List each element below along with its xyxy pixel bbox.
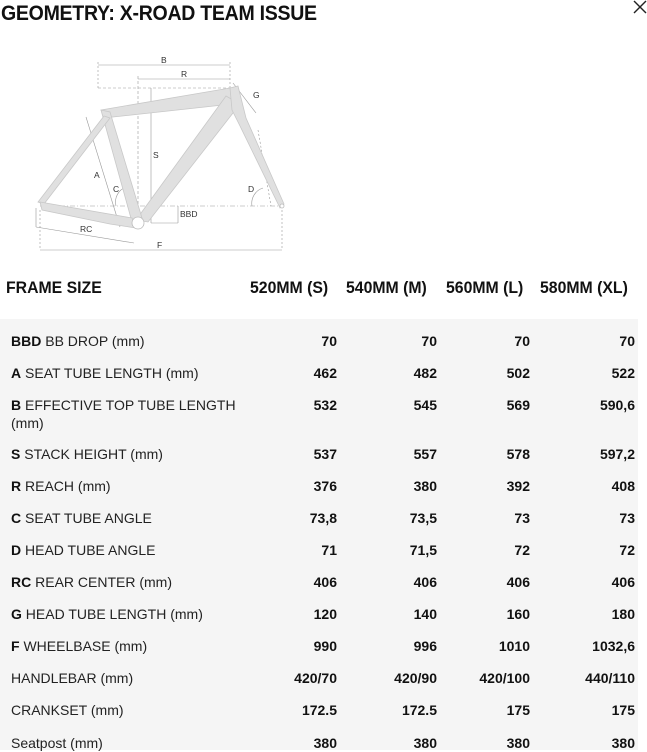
frame-size-header: FRAME SIZE	[6, 278, 102, 297]
row-code: BBD	[11, 333, 42, 349]
row-value: 70	[321, 333, 337, 349]
row-label	[11, 477, 241, 495]
row-label-text: REAR CENTER (mm)	[35, 574, 173, 590]
label-f: F	[157, 240, 163, 250]
row-value: 597,2	[599, 446, 635, 462]
page-title: GEOMETRY: X-ROAD TEAM ISSUE	[1, 2, 317, 25]
row-value: 1010	[498, 638, 530, 654]
row-value: 408	[611, 478, 635, 494]
row-value: 172.5	[301, 702, 337, 718]
row-value: 380	[313, 735, 337, 751]
row-value: 537	[313, 446, 337, 462]
row-value: 71	[321, 542, 337, 558]
row-value: 160	[506, 606, 530, 622]
row-label	[11, 637, 241, 655]
row-label-text: CRANKSET (mm)	[11, 702, 124, 718]
size-header-l: 560MM (L)	[446, 278, 524, 297]
table-header-row	[0, 276, 647, 302]
row-label	[11, 573, 241, 591]
row-code: RC	[11, 574, 32, 590]
frame-geometry-diagram	[0, 40, 300, 265]
row-label-text: SEAT TUBE LENGTH (mm)	[25, 365, 199, 381]
label-g: G	[253, 90, 260, 100]
row-label-text: BB DROP (mm)	[45, 333, 145, 349]
row-value: 502	[506, 365, 530, 381]
row-code: F	[11, 638, 20, 654]
row-value: 70	[619, 333, 635, 349]
size-header-m: 540MM (M)	[346, 278, 427, 297]
row-value: 532	[313, 397, 337, 413]
size-header-s: 520MM (S)	[250, 278, 329, 297]
row-value: 1032,6	[592, 638, 635, 654]
label-a: A	[94, 170, 100, 180]
close-icon[interactable]	[632, 0, 647, 14]
row-value: 380	[413, 478, 437, 494]
row-value: 175	[611, 702, 635, 718]
row-code: A	[11, 365, 22, 381]
row-value: 406	[506, 574, 530, 590]
row-label	[11, 669, 241, 687]
row-code: R	[11, 478, 22, 494]
label-rc: RC	[80, 224, 93, 234]
label-d: D	[248, 184, 255, 194]
row-value: 392	[506, 478, 530, 494]
label-s: S	[153, 150, 159, 160]
row-label	[11, 332, 241, 350]
row-code: D	[11, 542, 22, 558]
row-label-text: EFFECTIVE TOP TUBE LENGTH (mm)	[11, 397, 236, 431]
row-label	[11, 541, 241, 559]
row-code: C	[11, 510, 22, 526]
row-label-text: HEAD TUBE LENGTH (mm)	[25, 606, 203, 622]
row-value: 482	[413, 365, 437, 381]
row-label	[11, 445, 241, 463]
row-label	[11, 605, 241, 623]
row-label	[11, 734, 241, 752]
row-label-text: Seatpost (mm)	[11, 735, 103, 751]
row-value: 380	[413, 735, 437, 751]
row-value: 522	[611, 365, 635, 381]
row-value: 140	[413, 606, 437, 622]
row-value: 73	[619, 510, 635, 526]
row-value: 175	[506, 702, 530, 718]
row-value: 120	[313, 606, 337, 622]
size-header-xl: 580MM (XL)	[540, 278, 628, 297]
label-c: C	[113, 184, 120, 194]
row-label-text: REACH (mm)	[25, 478, 111, 494]
row-value: 990	[313, 638, 337, 654]
row-value: 73	[514, 510, 530, 526]
row-label-text: STACK HEIGHT (mm)	[24, 446, 163, 462]
row-value: 557	[413, 446, 437, 462]
row-code: S	[11, 446, 21, 462]
label-bbd: BBD	[180, 209, 198, 219]
row-value: 420/100	[479, 670, 530, 686]
row-label-text: WHEELBASE (mm)	[23, 638, 148, 654]
row-value: 70	[421, 333, 437, 349]
row-value: 376	[313, 478, 337, 494]
row-value: 590,6	[599, 397, 635, 413]
row-value: 406	[611, 574, 635, 590]
row-value: 73,8	[309, 510, 337, 526]
row-value: 71,5	[409, 542, 437, 558]
row-code: G	[11, 606, 22, 622]
row-value: 406	[313, 574, 337, 590]
row-label-text: HANDLEBAR (mm)	[11, 670, 134, 686]
row-value: 569	[506, 397, 530, 413]
row-value: 420/90	[394, 670, 437, 686]
row-value: 578	[506, 446, 530, 462]
row-value: 545	[413, 397, 437, 413]
row-value: 440/110	[585, 670, 635, 686]
row-value: 73,5	[409, 510, 437, 526]
row-label-text: HEAD TUBE ANGLE	[25, 542, 156, 558]
row-label-text: SEAT TUBE ANGLE	[25, 510, 152, 526]
row-value: 180	[611, 606, 635, 622]
row-value: 380	[611, 735, 635, 751]
row-value: 72	[619, 542, 635, 558]
label-b: B	[161, 55, 167, 65]
row-value: 172.5	[401, 702, 437, 718]
row-value: 72	[514, 542, 530, 558]
row-label	[11, 701, 241, 719]
row-label	[11, 364, 241, 382]
row-value: 70	[514, 333, 530, 349]
row-label	[11, 509, 241, 527]
row-value: 420/70	[294, 670, 337, 686]
row-value: 996	[413, 638, 437, 654]
row-value: 406	[413, 574, 437, 590]
label-r: R	[181, 69, 188, 79]
row-value: 462	[313, 365, 337, 381]
row-value: 380	[506, 735, 530, 751]
row-label	[11, 396, 241, 432]
row-code: B	[11, 397, 22, 413]
